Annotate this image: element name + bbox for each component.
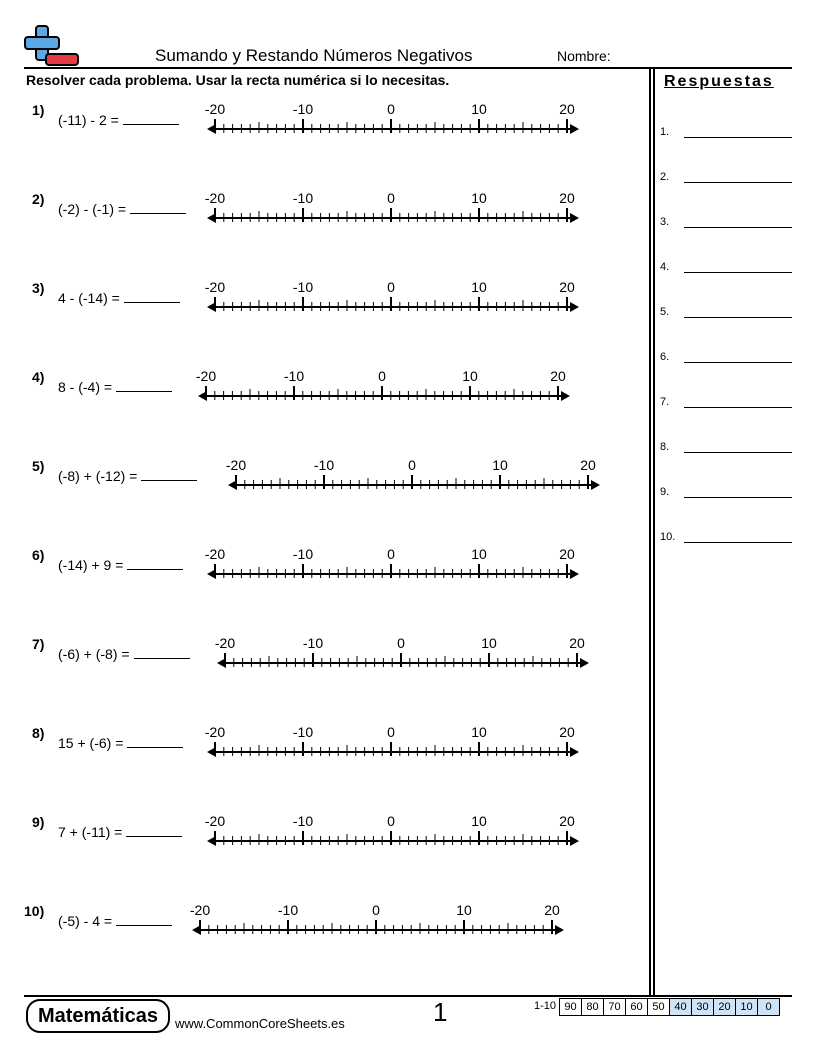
answer-blank[interactable] — [684, 542, 792, 543]
number-line — [205, 98, 585, 142]
answer-number: 8. — [660, 441, 670, 453]
answer-number: 4. — [660, 261, 670, 273]
tick-label: 10 — [471, 813, 487, 829]
tick-label: -10 — [292, 546, 314, 562]
tick-label: 10 — [492, 457, 508, 473]
right-arrow-icon — [570, 836, 579, 846]
score-cell: 80 — [581, 998, 604, 1016]
problem-expression — [58, 379, 172, 395]
tick-label: 10 — [456, 902, 472, 918]
problem-number: 1) — [32, 102, 45, 118]
answer-blank[interactable] — [684, 182, 792, 183]
score-label: 1-10 — [534, 1000, 557, 1012]
problem-number: 8) — [32, 725, 45, 741]
score-cell: 10 — [735, 998, 758, 1016]
tick-label: -10 — [292, 190, 314, 206]
problem-number: 10) — [24, 903, 45, 919]
problem-expression — [58, 112, 179, 128]
tick-label: 10 — [471, 546, 487, 562]
problem-number: 5) — [32, 458, 45, 474]
problem-number: 2) — [32, 191, 45, 207]
tick-label: 20 — [559, 546, 575, 562]
problem-expression — [58, 913, 172, 929]
tick-label: -10 — [292, 724, 314, 740]
answer-blank[interactable] — [684, 452, 792, 453]
tick-label: -20 — [205, 724, 226, 740]
answer-row — [660, 208, 792, 230]
number-line — [226, 454, 606, 498]
answer-blank[interactable] — [684, 407, 792, 408]
problem — [0, 810, 640, 870]
answer-row — [660, 343, 792, 365]
problem — [0, 543, 640, 603]
answer-row — [660, 163, 792, 185]
tick-label: -10 — [277, 902, 299, 918]
tick-label: 10 — [462, 368, 478, 384]
problem — [0, 276, 640, 336]
expression-text: (-8) + (-12) = — [58, 468, 138, 484]
answer-blank[interactable] — [684, 362, 792, 363]
tick-label: 0 — [387, 724, 395, 740]
answer-blank[interactable] — [684, 317, 792, 318]
number-line — [205, 543, 585, 587]
number-line — [215, 632, 595, 676]
expression-text: (-14) + 9 = — [58, 557, 124, 573]
expression-text: (-11) - 2 = — [58, 112, 119, 128]
answer-row — [660, 523, 792, 545]
tick-label: 10 — [481, 635, 497, 651]
expression-text: (-5) - 4 = — [58, 913, 113, 929]
header-rule — [24, 67, 792, 69]
problem-expression — [58, 201, 186, 217]
tick-label: 0 — [387, 190, 395, 206]
answer-blank[interactable] — [684, 137, 792, 138]
answer-blank[interactable] — [116, 379, 172, 392]
score-cell: 0 — [757, 998, 780, 1016]
tick-label: -20 — [205, 813, 226, 829]
expression-text: 8 - (-4) = — [58, 379, 113, 395]
answer-blank[interactable] — [141, 468, 197, 481]
answer-row — [660, 388, 792, 410]
tick-label: 0 — [387, 279, 395, 295]
score-cell: 90 — [559, 998, 582, 1016]
tick-label: -20 — [196, 368, 217, 384]
answer-number: 1. — [660, 126, 670, 138]
problem-expression — [58, 646, 190, 662]
tick-label: 20 — [559, 190, 575, 206]
problem-expression — [58, 290, 180, 306]
right-arrow-icon — [570, 569, 579, 579]
tick-label: 20 — [550, 368, 566, 384]
tick-label: 0 — [378, 368, 386, 384]
problem-number: 7) — [32, 636, 45, 652]
score-cell: 60 — [625, 998, 648, 1016]
problem-expression — [58, 824, 182, 840]
answer-blank[interactable] — [130, 201, 186, 214]
tick-label: 0 — [397, 635, 405, 651]
problem — [0, 98, 640, 158]
tick-label: -10 — [283, 368, 305, 384]
expression-text: (-6) + (-8) = — [58, 646, 130, 662]
answer-number: 6. — [660, 351, 670, 363]
name-label: Nombre: — [557, 48, 611, 64]
tick-label: 20 — [559, 101, 575, 117]
problem-expression — [58, 735, 183, 751]
tick-label: -10 — [292, 101, 314, 117]
expression-text: (-2) - (-1) = — [58, 201, 127, 217]
tick-label: 20 — [559, 724, 575, 740]
tick-label: -20 — [205, 279, 226, 295]
tick-label: 20 — [580, 457, 596, 473]
right-arrow-icon — [570, 124, 579, 134]
brand-badge: Matemáticas — [26, 999, 170, 1033]
problem — [0, 454, 640, 514]
problem — [0, 632, 640, 692]
tick-label: -20 — [226, 457, 247, 473]
tick-label: -20 — [205, 190, 226, 206]
number-line — [205, 276, 585, 320]
page-number: 1 — [433, 997, 448, 1027]
answer-blank[interactable] — [123, 112, 179, 125]
answer-number: 2. — [660, 171, 670, 183]
tick-label: 0 — [408, 457, 416, 473]
answer-row — [660, 253, 792, 275]
problem — [0, 187, 640, 247]
problem-expression — [58, 557, 183, 573]
tick-label: 10 — [471, 279, 487, 295]
score-cell: 50 — [647, 998, 670, 1016]
tick-label: 10 — [471, 190, 487, 206]
tick-label: -20 — [205, 546, 226, 562]
answer-blank[interactable] — [684, 497, 792, 498]
problem-expression — [58, 468, 197, 484]
answer-blank[interactable] — [127, 735, 183, 748]
right-arrow-icon — [570, 747, 579, 757]
answer-blank[interactable] — [116, 913, 172, 926]
answer-blank[interactable] — [124, 290, 180, 303]
problem-number: 3) — [32, 280, 45, 296]
tick-label: 20 — [544, 902, 560, 918]
tick-label: 20 — [559, 813, 575, 829]
expression-text: 15 + (-6) = — [58, 735, 124, 751]
number-line — [205, 187, 585, 231]
number-line — [205, 721, 585, 765]
answers-title: Respuestas — [664, 73, 774, 90]
answer-blank[interactable] — [684, 227, 792, 228]
answer-number: 5. — [660, 306, 670, 318]
score-cell: 70 — [603, 998, 626, 1016]
tick-label: -10 — [313, 457, 335, 473]
tick-label: 20 — [559, 279, 575, 295]
score-cell: 20 — [713, 998, 736, 1016]
number-line — [205, 810, 585, 854]
tick-label: -20 — [215, 635, 236, 651]
problem — [0, 365, 640, 425]
tick-label: 0 — [387, 546, 395, 562]
number-line — [196, 365, 576, 409]
problem — [0, 899, 640, 959]
tick-label: 0 — [387, 813, 395, 829]
score-table — [530, 998, 780, 1016]
tick-label: -10 — [302, 635, 324, 651]
answer-blank[interactable] — [134, 646, 190, 659]
answer-blank[interactable] — [684, 272, 792, 273]
answer-divider — [649, 67, 651, 995]
right-arrow-icon — [591, 480, 600, 490]
website-link[interactable]: www.CommonCoreSheets.es — [175, 1016, 345, 1031]
problem-number: 6) — [32, 547, 45, 563]
worksheet-title: Sumando y Restando Números Negativos — [155, 46, 473, 65]
problem-number: 9) — [32, 814, 45, 830]
problem — [0, 721, 640, 781]
answer-number: 7. — [660, 396, 670, 408]
tick-label: 20 — [569, 635, 585, 651]
right-arrow-icon — [570, 213, 579, 223]
score-cell: 30 — [691, 998, 714, 1016]
tick-label: -10 — [292, 813, 314, 829]
tick-label: 0 — [387, 101, 395, 117]
tick-label: 10 — [471, 724, 487, 740]
score-cell: 40 — [669, 998, 692, 1016]
answer-number: 9. — [660, 486, 670, 498]
answer-number: 10. — [660, 531, 676, 543]
answer-row — [660, 478, 792, 500]
tick-label: -20 — [205, 101, 226, 117]
instructions: Resolver cada problema. Usar la recta numérica si lo necesitas. — [26, 72, 450, 88]
footer-rule — [24, 995, 792, 997]
answer-number: 3. — [660, 216, 670, 228]
answer-blank[interactable] — [127, 557, 183, 570]
problem-number: 4) — [32, 369, 45, 385]
answer-divider — [653, 67, 655, 995]
tick-label: -10 — [292, 279, 314, 295]
right-arrow-icon — [570, 302, 579, 312]
answer-row — [660, 298, 792, 320]
right-arrow-icon — [555, 925, 564, 935]
answer-row — [660, 118, 792, 140]
plus-minus-logo-icon — [24, 24, 80, 68]
expression-text: 7 + (-11) = — [58, 824, 123, 840]
tick-label: 10 — [471, 101, 487, 117]
answer-blank[interactable] — [126, 824, 182, 837]
right-arrow-icon — [561, 391, 570, 401]
right-arrow-icon — [580, 658, 589, 668]
answer-row — [660, 433, 792, 455]
expression-text: 4 - (-14) = — [58, 290, 120, 306]
tick-label: 0 — [372, 902, 380, 918]
tick-label: -20 — [190, 902, 211, 918]
number-line — [190, 899, 570, 943]
